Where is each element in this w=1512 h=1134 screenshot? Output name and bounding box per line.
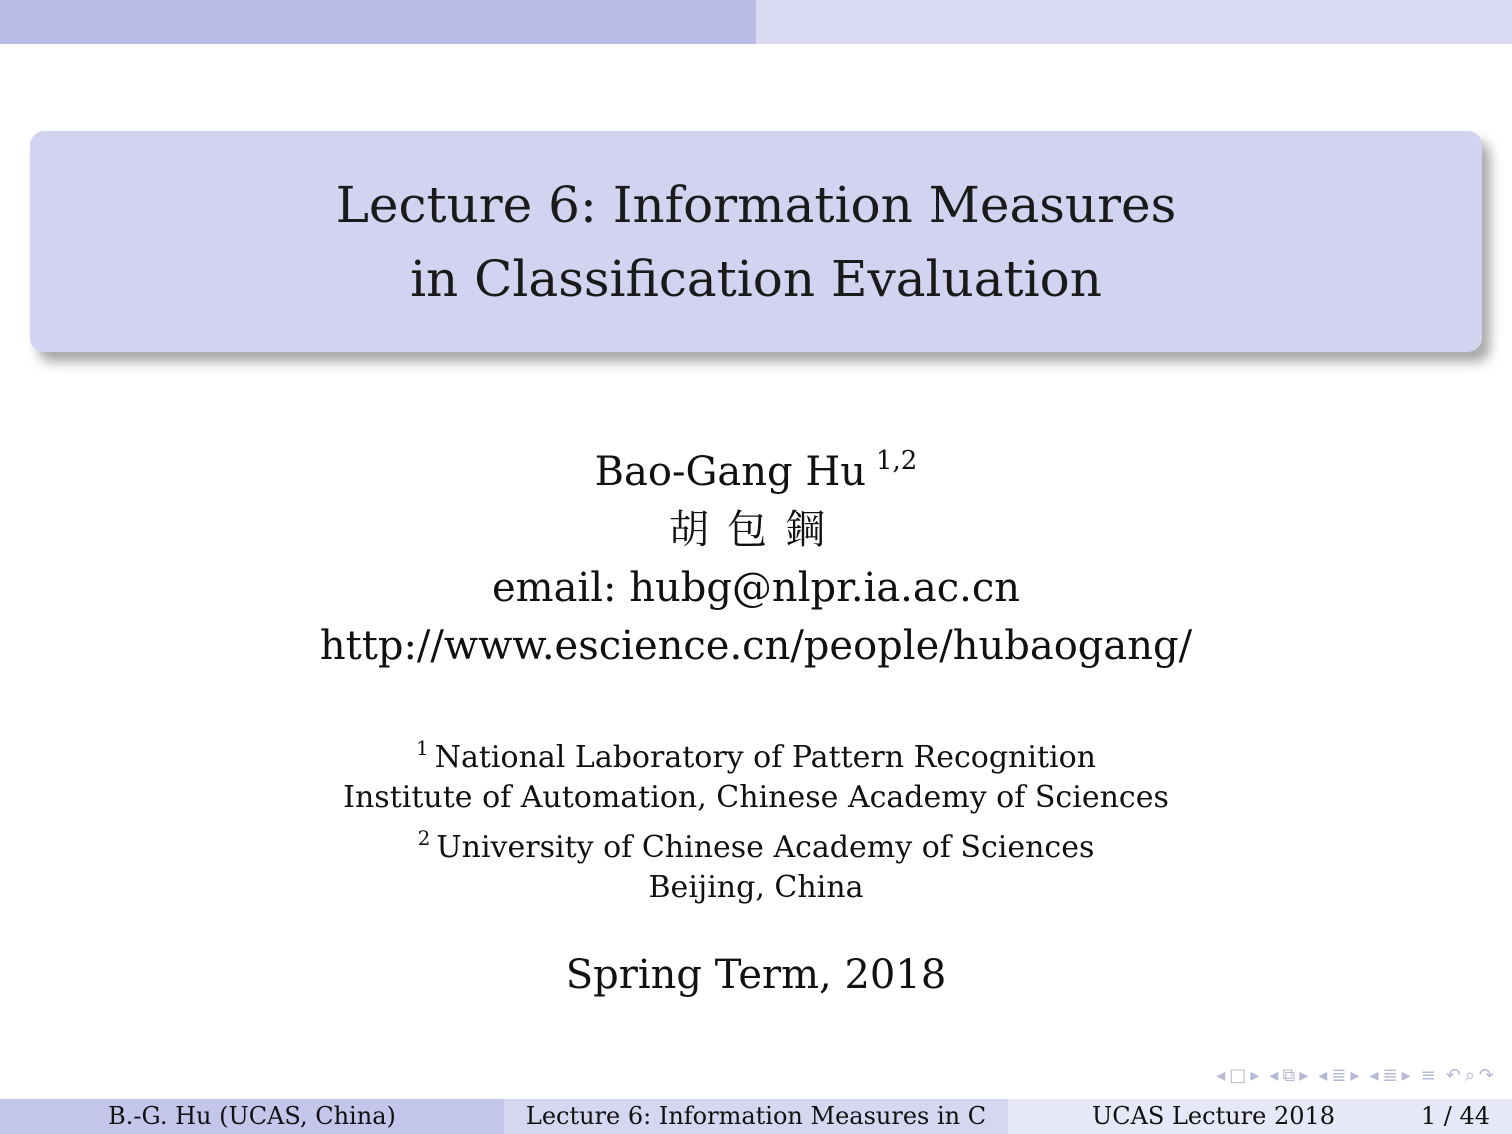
- nav-frame-group[interactable]: [1216, 1064, 1259, 1088]
- footer-event: UCAS Lecture 2018: [1092, 1102, 1336, 1130]
- arrow-right-icon[interactable]: ▸: [1299, 1065, 1309, 1086]
- affiliation-line-3: [0, 818, 1512, 868]
- search-icon[interactable]: ⌕: [1464, 1065, 1475, 1086]
- footer-right: [1008, 1099, 1512, 1134]
- affiliation-line-1: [0, 728, 1512, 778]
- affiliation-mark-1: 1: [415, 736, 429, 760]
- arrow-right-icon[interactable]: ▸: [1350, 1065, 1360, 1086]
- affiliations: [0, 728, 1512, 908]
- nav-search-group[interactable]: [1446, 1064, 1494, 1088]
- undo-icon[interactable]: ↶: [1445, 1065, 1461, 1086]
- author-chinese-name: 胡包鋼: [669, 507, 843, 553]
- author-name-text: Bao-Gang Hu: [594, 449, 866, 495]
- section-icon[interactable]: ≣: [1331, 1065, 1347, 1086]
- footer-author: B.-G. Hu (UCAS, China): [0, 1099, 504, 1134]
- subsection-icon[interactable]: ⧉: [1282, 1065, 1296, 1086]
- arrow-left-icon[interactable]: ◂: [1269, 1065, 1279, 1086]
- arrow-left-icon[interactable]: ◂: [1216, 1065, 1226, 1086]
- title-line-2: in Classification Evaluation: [410, 249, 1102, 308]
- title-block: [30, 131, 1482, 352]
- author-name: [0, 432, 1512, 501]
- nav-section-group[interactable]: [1318, 1064, 1359, 1088]
- header-bar: [0, 0, 1512, 44]
- nav-subsection-group[interactable]: [1269, 1064, 1308, 1088]
- section-icon[interactable]: ≣: [1382, 1065, 1398, 1086]
- lecture-date: Spring Term, 2018: [565, 952, 947, 998]
- arrow-left-icon[interactable]: ◂: [1318, 1065, 1328, 1086]
- affiliation-line-2: Institute of Automation, Chinese Academy of Sciences: [343, 780, 1169, 815]
- title-line-1: Lecture 6: Information Measures: [335, 175, 1177, 234]
- affiliation-line-4: Beijing, China: [648, 870, 864, 905]
- author-superscript: 1,2: [876, 446, 918, 476]
- nav-align-group[interactable]: [1421, 1064, 1436, 1088]
- redo-icon[interactable]: ↷: [1478, 1065, 1494, 1086]
- arrow-left-icon[interactable]: ◂: [1369, 1065, 1379, 1086]
- beamer-navigation: [1216, 1064, 1494, 1088]
- author-url[interactable]: http://www.escience.cn/people/hubaogang/: [319, 623, 1193, 669]
- author-block: [0, 432, 1512, 675]
- affiliation-text-1: National Laboratory of Pattern Recognition: [434, 740, 1096, 775]
- frame-icon[interactable]: □: [1229, 1065, 1247, 1086]
- arrow-right-icon[interactable]: ▸: [1401, 1065, 1411, 1086]
- footer-title: Lecture 6: Information Measures in C: [504, 1099, 1008, 1134]
- affiliation-mark-2: 2: [417, 826, 431, 850]
- header-bar-left: [0, 0, 756, 44]
- align-icon[interactable]: ≡: [1420, 1065, 1436, 1086]
- arrow-right-icon[interactable]: ▸: [1250, 1065, 1260, 1086]
- affiliation-text-3: University of Chinese Academy of Sciences: [436, 830, 1095, 865]
- author-email[interactable]: email: hubg@nlpr.ia.ac.cn: [491, 565, 1021, 611]
- header-bar-right: [756, 0, 1512, 44]
- nav-part-group[interactable]: [1369, 1064, 1410, 1088]
- footer-page-number: 1 / 44: [1420, 1102, 1490, 1130]
- footer-bar: [0, 1099, 1512, 1134]
